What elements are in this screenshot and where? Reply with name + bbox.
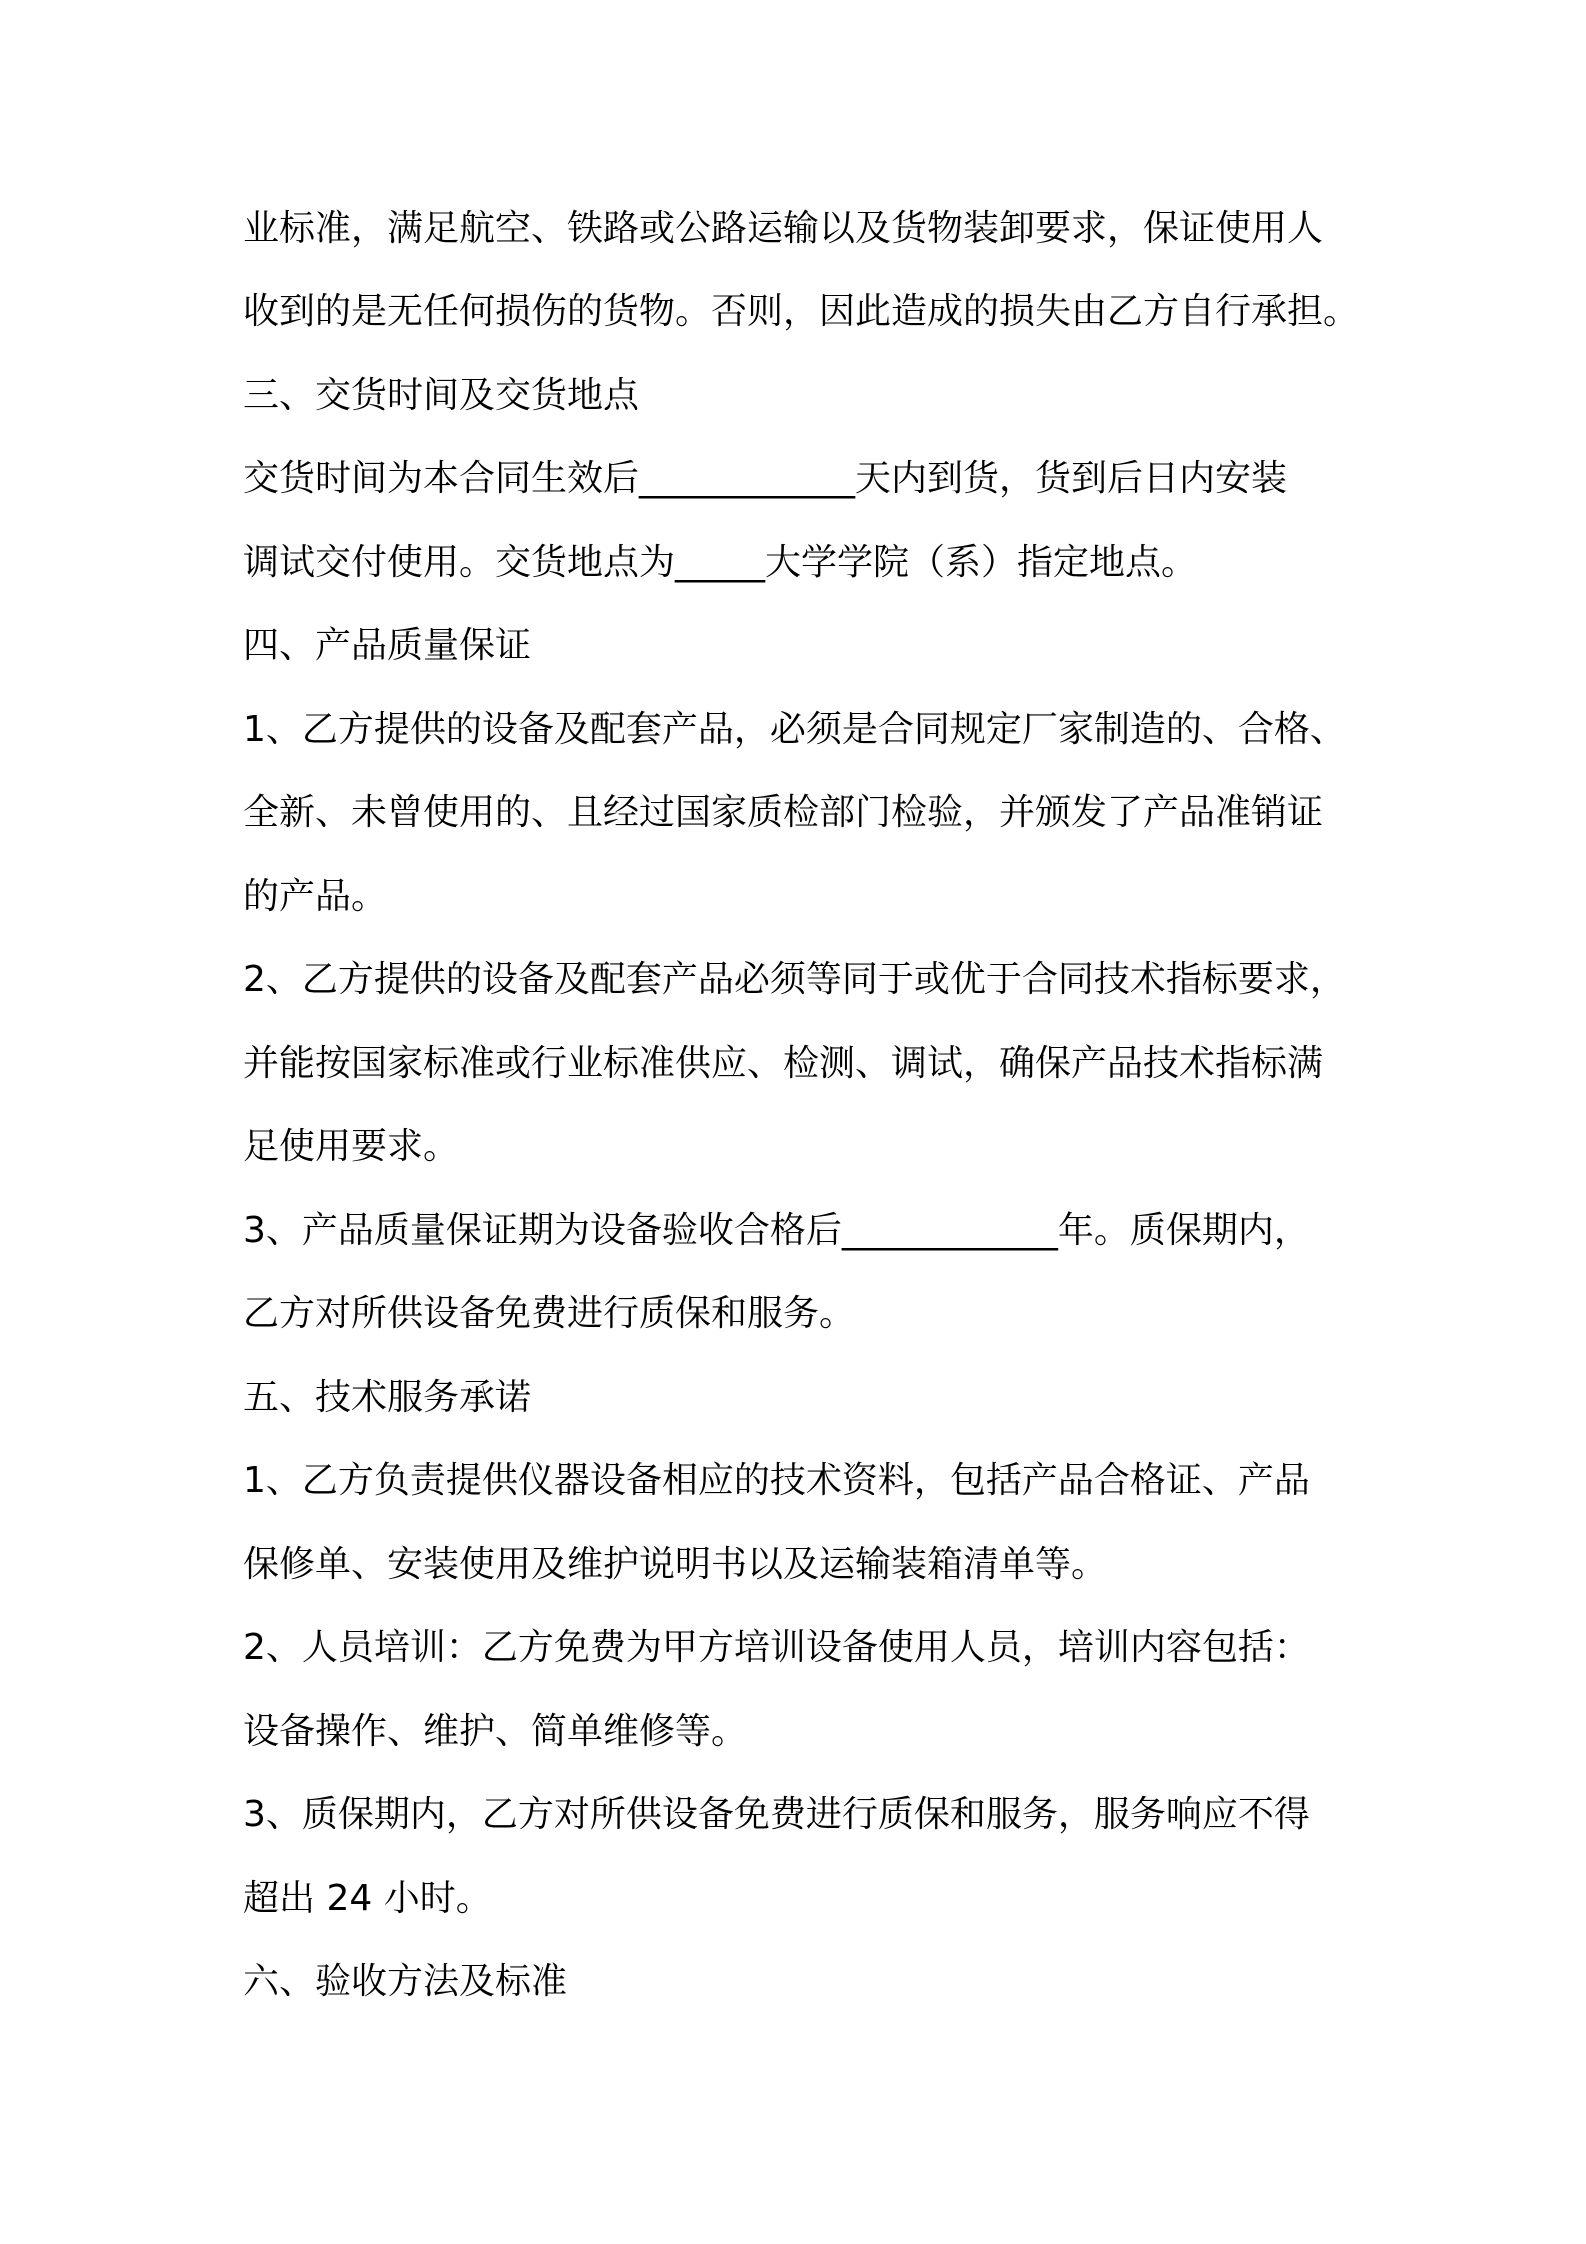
paragraph-line: 3、产品质量保证期为设备验收合格后____________年。质保期内， xyxy=(243,1210,1310,1251)
section-heading: 三、交货时间及交货地点 xyxy=(243,375,640,416)
paragraph-line: 交货时间为本合同生效后____________天内到货，货到后日内安装 xyxy=(243,458,1288,499)
paragraph-line: 全新、未曾使用的、且经过国家质检部门检验，并颁发了产品准销证 xyxy=(243,792,1324,833)
paragraph-line: 1、乙方负责提供仪器设备相应的技术资料，包括产品合格证、产品 xyxy=(243,1460,1310,1501)
paragraph-line: 调试交付使用。交货地点为_____大学学院（系）指定地点。 xyxy=(243,542,1198,583)
section-heading: 五、技术服务承诺 xyxy=(243,1377,532,1418)
paragraph-line: 设备操作、维护、简单维修等。 xyxy=(243,1711,748,1752)
paragraph-line: 收到的是无任何损伤的货物。否则，因此造成的损失由乙方自行承担。 xyxy=(243,291,1360,332)
paragraph-line: 1、乙方提供的设备及配套产品，必须是合同规定厂家制造的、合格、 xyxy=(243,709,1346,750)
paragraph-line: 超出 24 小时。 xyxy=(243,1878,492,1919)
paragraph-line: 2、乙方提供的设备及配套产品必须等同于或优于合同技术指标要求， xyxy=(243,959,1346,1000)
paragraph-line: 3、质保期内，乙方对所供设备免费进行质保和服务，服务响应不得 xyxy=(243,1794,1310,1835)
paragraph-line: 并能按国家标准或行业标准供应、检测、调试，确保产品技术指标满 xyxy=(243,1043,1324,1084)
paragraph-line: 2、人员培训：乙方免费为甲方培训设备使用人员，培训内容包括： xyxy=(243,1627,1310,1668)
paragraph-line: 保修单、安装使用及维护说明书以及运输装箱清单等。 xyxy=(243,1544,1108,1585)
section-heading: 六、验收方法及标准 xyxy=(243,1961,568,2002)
paragraph-line: 足使用要求。 xyxy=(243,1126,460,1167)
paragraph-line: 的产品。 xyxy=(243,876,388,917)
paragraph-line: 乙方对所供设备免费进行质保和服务。 xyxy=(243,1293,856,1334)
paragraph-line: 业标准，满足航空、铁路或公路运输以及货物装卸要求，保证使用人 xyxy=(243,208,1324,249)
section-heading: 四、产品质量保证 xyxy=(243,625,532,666)
